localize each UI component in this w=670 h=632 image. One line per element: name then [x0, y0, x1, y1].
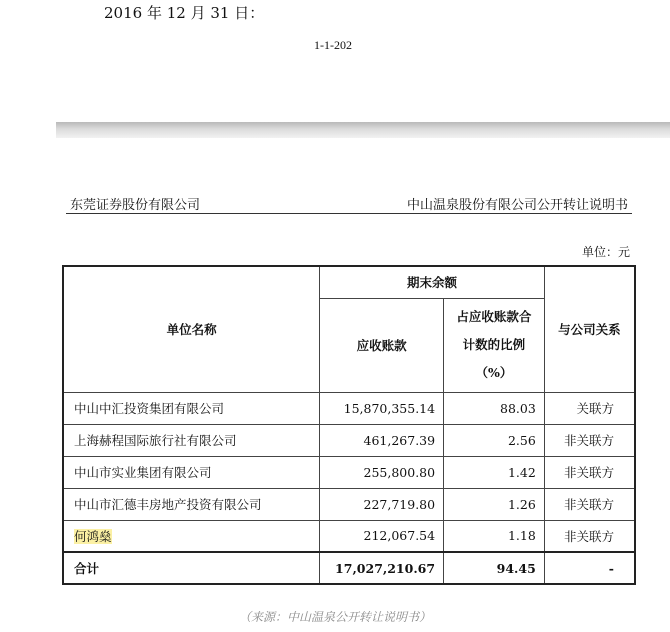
table-row	[63, 456, 635, 488]
page-separator	[56, 122, 670, 138]
cell-name	[63, 520, 320, 552]
cell-relation: 非关联方	[544, 520, 635, 552]
cell-amount: 255,800.80	[320, 456, 444, 488]
column-header-relation: 与公司关系	[544, 266, 635, 392]
column-header-percentage: 占应收账款合计数的比例（%）	[444, 298, 545, 392]
cell-relation: 非关联方	[544, 456, 635, 488]
previous-page-date-line: 2016 年 12 月 31 日：	[104, 4, 265, 22]
total-row	[63, 552, 635, 584]
table-row	[63, 488, 635, 520]
cell-amount: 227,719.80	[320, 488, 444, 520]
cell-percentage: 1.42	[444, 456, 545, 488]
total-relation: -	[544, 552, 635, 584]
cell-percentage: 1.18	[444, 520, 545, 552]
cell-name: 中山中汇投资集团有限公司	[63, 392, 320, 424]
cell-percentage: 88.03	[444, 392, 545, 424]
column-header-period-end: 期末余额	[320, 266, 545, 298]
unit-label: 单位：元	[581, 245, 630, 259]
cell-relation: 关联方	[544, 392, 635, 424]
header-document-title: 中山温泉股份有限公司公开转让说明书	[406, 198, 628, 213]
total-label: 合计	[63, 552, 320, 584]
cell-name: 中山市汇德丰房地产投资有限公司	[63, 488, 320, 520]
table-row	[63, 520, 635, 552]
header-company: 东莞证券股份有限公司	[70, 198, 201, 213]
table-row	[63, 424, 635, 456]
cell-relation: 非关联方	[544, 424, 635, 456]
column-header-receivable: 应收账款	[320, 298, 444, 392]
cell-name: 中山市实业集团有限公司	[63, 456, 320, 488]
cell-amount: 461,267.39	[320, 424, 444, 456]
cell-amount: 212,067.54	[320, 520, 444, 552]
cell-relation: 非关联方	[544, 488, 635, 520]
highlighted-name: 何鸿燊	[74, 528, 112, 544]
header-rule	[66, 213, 632, 214]
table-row	[63, 392, 635, 424]
cell-name: 上海赫程国际旅行社有限公司	[63, 424, 320, 456]
source-caption: （来源：中山温泉公开转让说明书）	[238, 610, 431, 624]
cell-percentage: 2.56	[444, 424, 545, 456]
column-header-name: 单位名称	[63, 266, 320, 392]
cell-percentage: 1.26	[444, 488, 545, 520]
total-percentage: 94.45	[444, 552, 545, 584]
receivables-table	[62, 265, 636, 585]
total-amount: 17,027,210.67	[320, 552, 444, 584]
page-number: 1-1-202	[314, 38, 352, 52]
cell-amount: 15,870,355.14	[320, 392, 444, 424]
